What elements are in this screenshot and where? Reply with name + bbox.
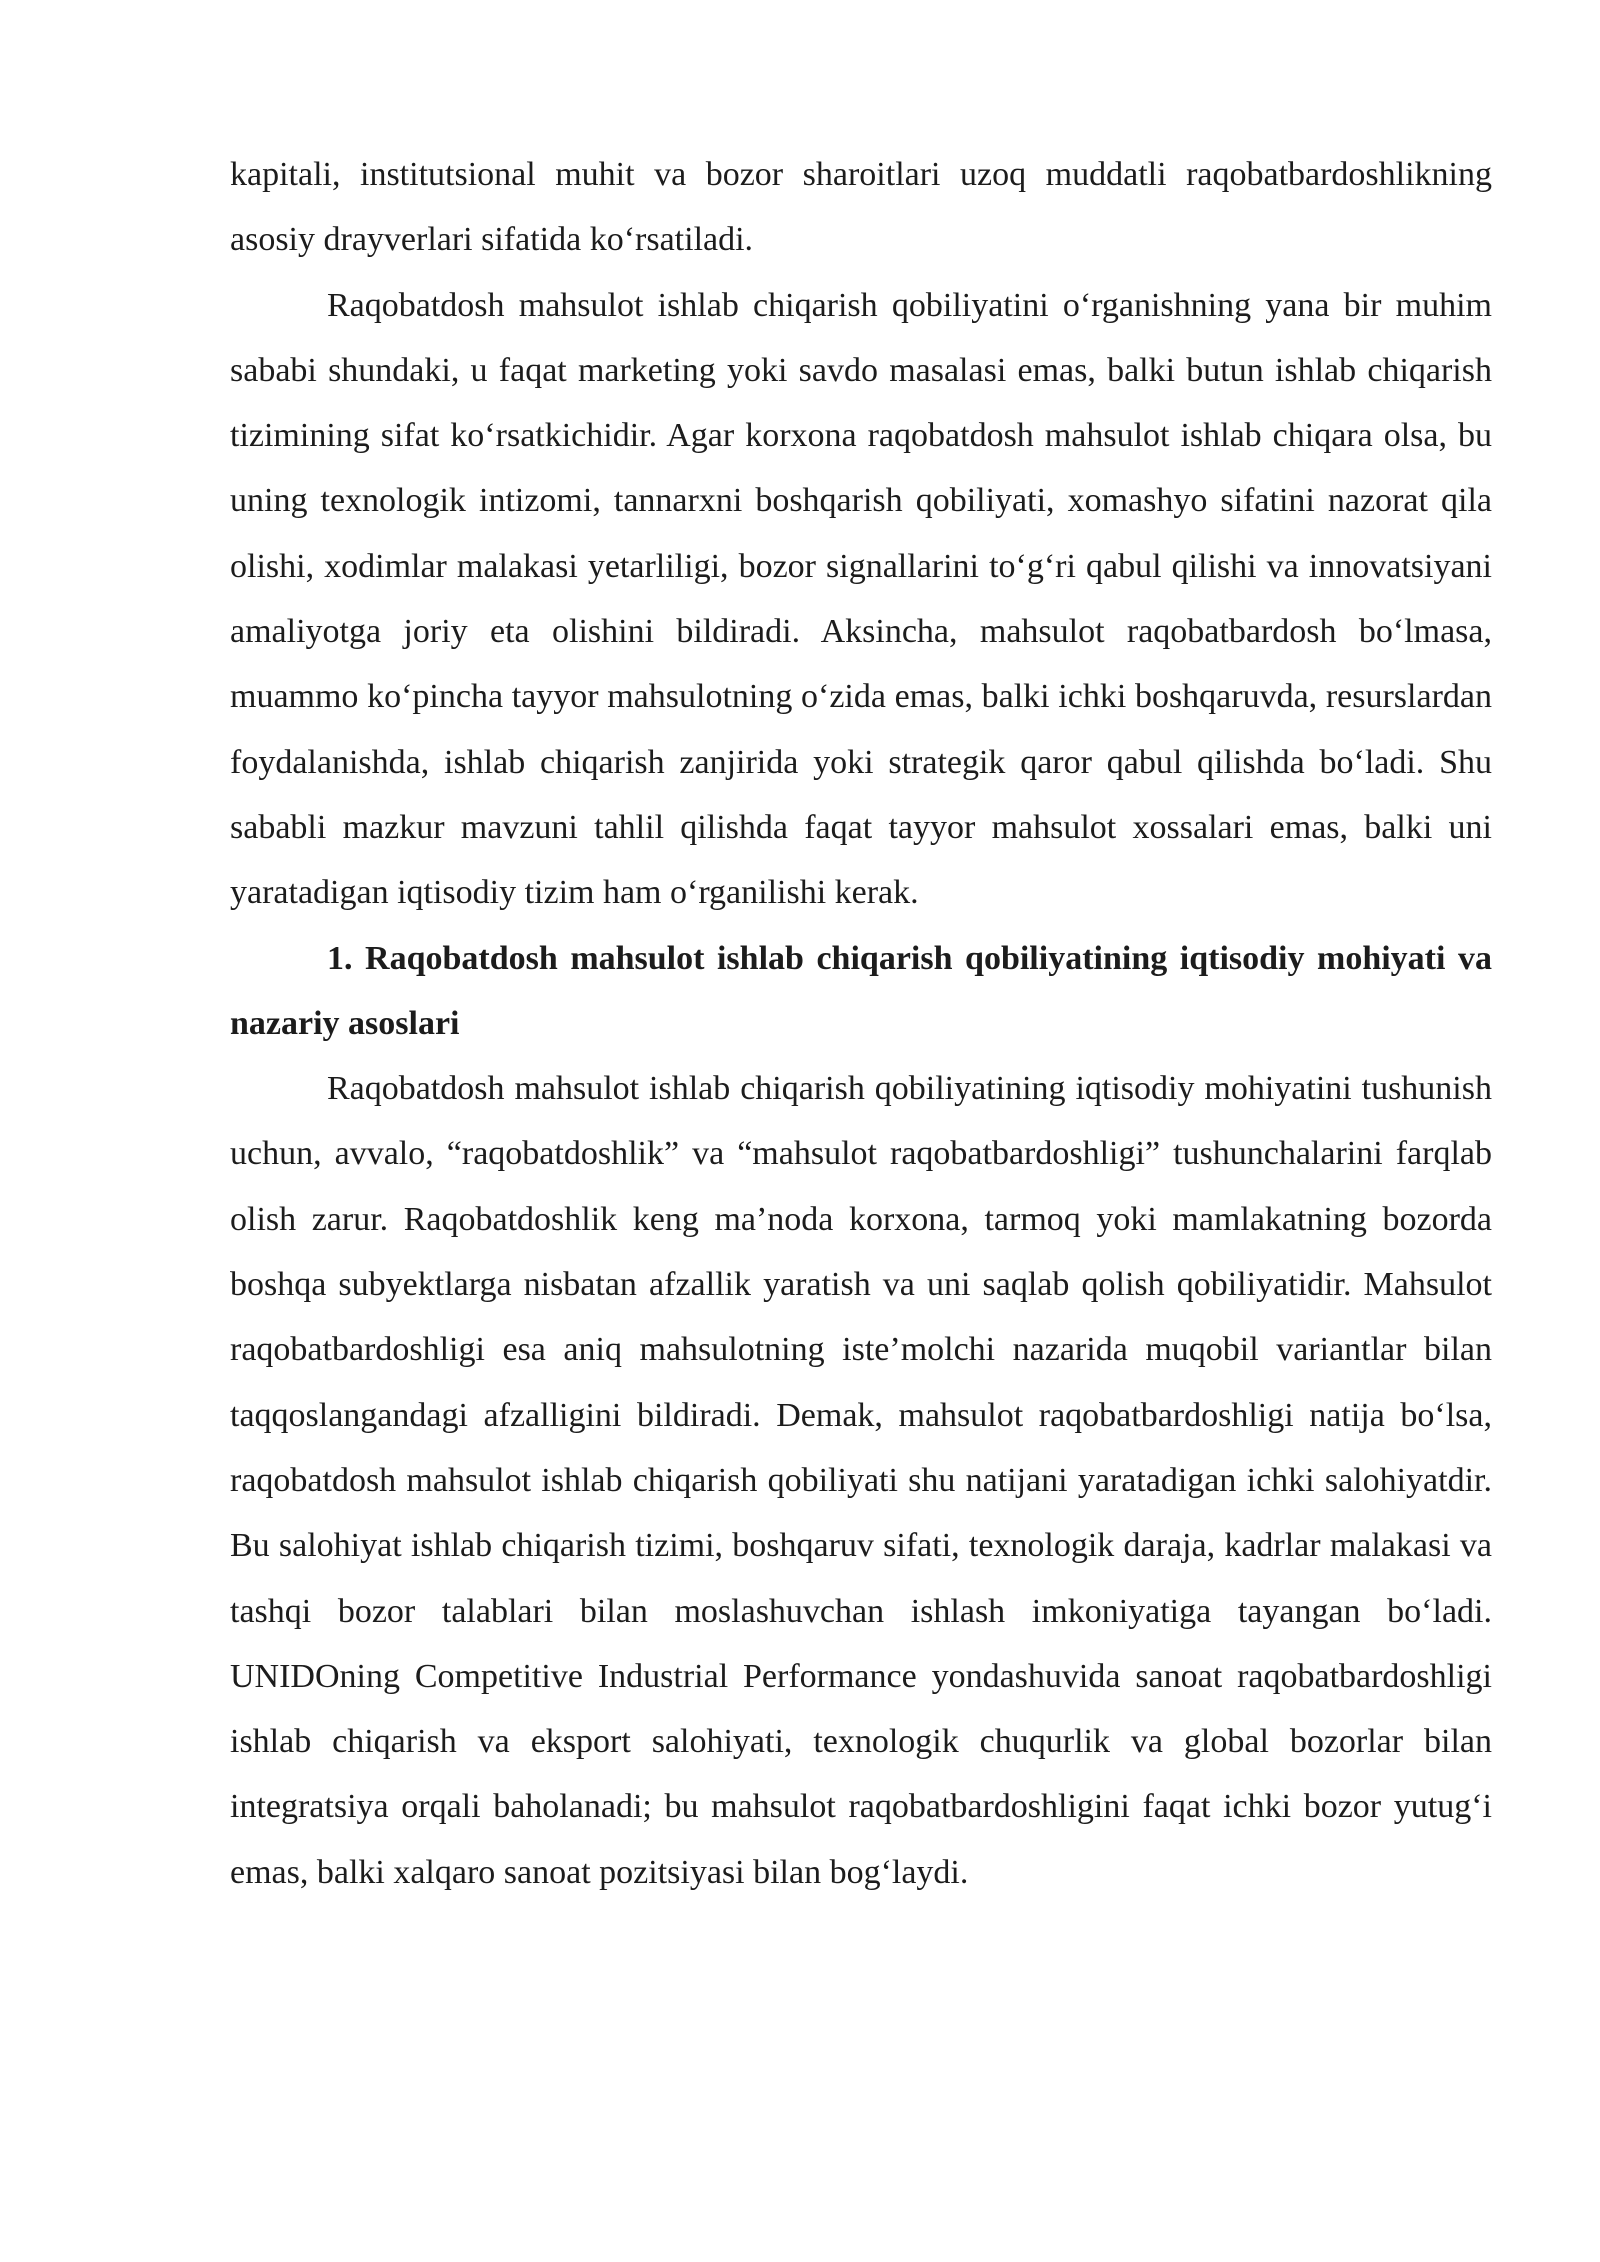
paragraph-essence: Raqobatdosh mahsulot ishlab chiqarish qobiliyatining iqtisodiy mohiyatini tushunish uchun, avvalo, “raqobatdoshlik” va “mahsulot raqobatbardoshligi” tushunchalarini farqlab olish zarur. Raqobatdoshlik keng ma’noda korxona, tarmoq yoki mamlakatning bozorda boshqa subyektlarga nisbatan afzallik yaratish va uni saqlab qolish qobiliyatidir. Mahsulot raqobatbardoshligi esa aniq mahsulotning iste’molchi nazarida muqobil variantlar bilan taqqoslangandagi afzalligini bildiradi. Demak, mahsulot raqobatbardoshligi natija bo‘lsa, raqobatdosh mahsulot ishlab chiqarish qobiliyati shu natijani yaratadigan ichki salohiyatdir. Bu salohiyat ishlab chiqarish tizimi, boshqaruv sifati, texnologik daraja, kadrlar malakasi va tashqi bozor talablari bilan moslashuvchan ishlash imkoniyatiga tayangan bo‘ladi. UNIDOning Competitive Industrial Performance yondashuvida sanoat raqobatbardoshligi ishlab chiqarish va eksport salohiyati, texnologik chuqurlik va global bozorlar bilan integratsiya orqali baholanadi; bu mahsulot raqobatbardoshligini faqat ichki bozor yutug‘i emas, balki xalqaro sanoat pozitsiyasi bilan bog‘laydi. [230, 1070, 1492, 1891]
section-heading: 1. Raqobatdosh mahsulot ishlab chiqarish qobiliyatining iqtisodiy mohiyati va nazariy asoslari [230, 939, 1492, 1042]
document-page [230, 142, 1492, 1905]
paragraph-importance: Raqobatdosh mahsulot ishlab chiqarish qobiliyatini o‘rganishning yana bir muhim sababi shundaki, u faqat marketing yoki savdo masalasi emas, balki butun ishlab chiqarish tizimining sifat ko‘rsatkichidir. Agar korxona raqobatdosh mahsulot ishlab chiqara olsa, bu uning texnologik intizomi, tannarxni boshqarish qobiliyati, xomashyo sifatini nazorat qila olishi, xodimlar malakasi yetarliligi, bozor signallarini to‘g‘ri qabul qilishi va innovatsiyani amaliyotga joriy eta olishini bildiradi. Aksincha, mahsulot raqobatbardosh bo‘lmasa, muammo ko‘pincha tayyor mahsulotning o‘zida emas, balki ichki boshqaruvda, resurslardan foydalanishda, ishlab chiqarish zanjirida yoki strategik qaror qabul qilishda bo‘ladi. Shu sababli mazkur mavzuni tahlil qilishda faqat tayyor mahsulot xossalari emas, balki uni yaratadigan iqtisodiy tizim ham o‘rganilishi kerak. [230, 286, 1492, 912]
paragraph-continuation: kapitali, institutsional muhit va bozor sharoitlari uzoq muddatli raqobatbardoshlikning asosiy drayverlari sifatida ko‘rsatiladi. [230, 156, 1492, 259]
